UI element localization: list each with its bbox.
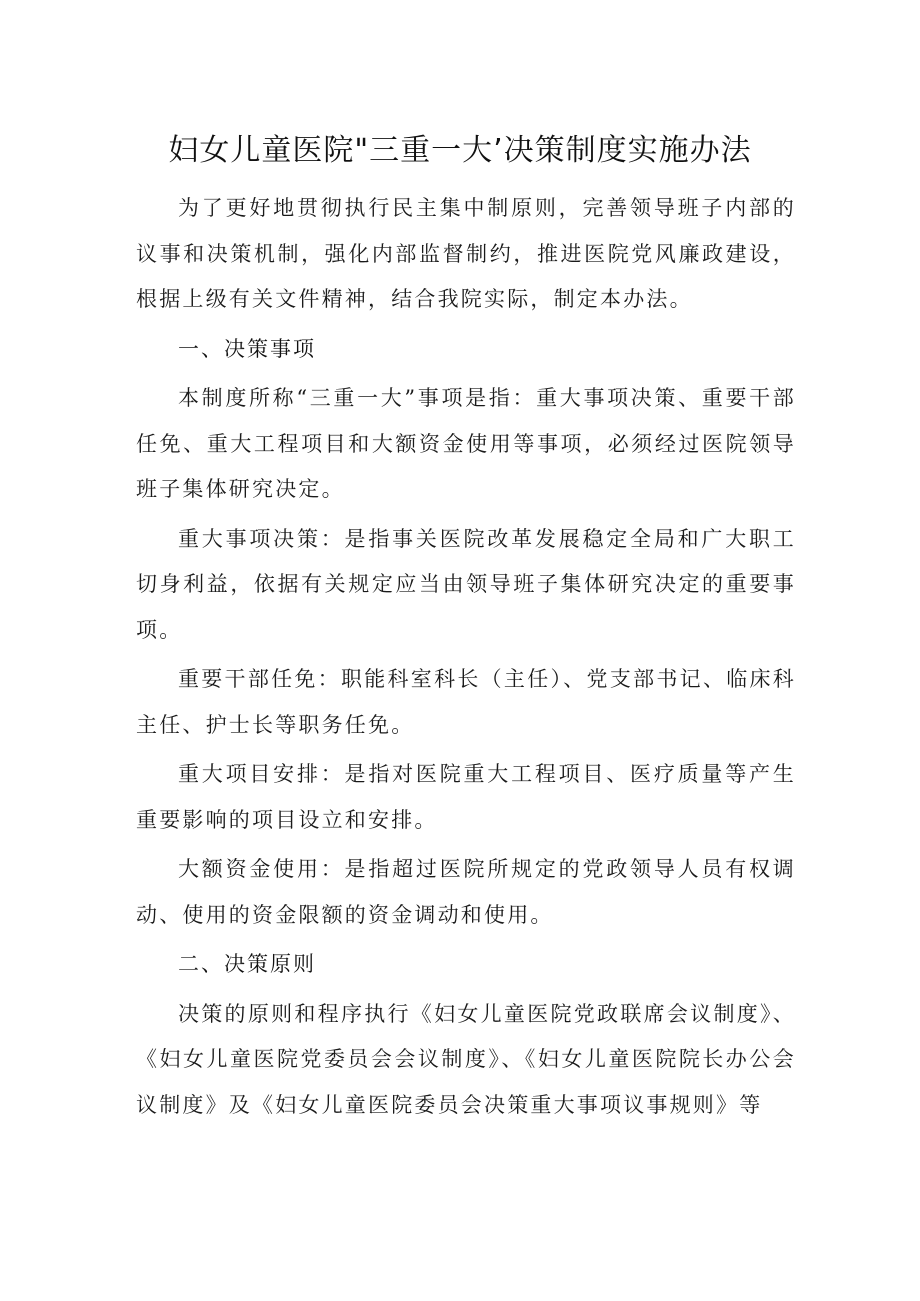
document-body (136, 186, 796, 1128)
paragraph-large-funds: 大额资金使用：是指超过医院所规定的党政领导人员有权调动、使用的资金限额的资金调动和使用。 (136, 857, 796, 927)
paragraph-principles: 决策的原则和程序执行《妇女儿童医院党政联席会议制度》、《妇女儿童医院党委员会会议制度》、《妇女儿童医院院长办公会议制度》及《妇女儿童医院委员会决策重大事项议事规则》等 (136, 1001, 796, 1117)
paragraph-cadre-appointments: 重要干部任免：职能科室科长（主任）、党支部书记、临床科主任、护士长等职务任免。 (136, 667, 796, 737)
paragraph-major-decisions: 重大事项决策：是指事关医院改革发展稳定全局和广大职工切身利益，依据有关规定应当由领导班子集体研究决定的重要事项。 (136, 526, 796, 642)
section-heading-decision-principles: 二、决策原则 (178, 952, 316, 976)
paragraph-intro: 为了更好地贯彻执行民主集中制原则，完善领导班子内部的议事和决策机制，强化内部监督制约，推进医院党风廉政建设，根据上级有关文件精神，结合我院实际，制定本办法。 (136, 196, 796, 311)
paragraph-definition: 本制度所称“三重一大”事项是指：重大事项决策、重要干部任免、重大工程项目和大额资金使用等事项，必须经过医院领导班子集体研究决定。 (136, 386, 796, 501)
section-heading-decision-matters: 一、决策事项 (178, 336, 316, 361)
paragraph-major-projects: 重大项目安排：是指对医院重大工程项目、医疗质量等产生重要影响的项目设立和安排。 (136, 762, 796, 832)
document-title: 妇女儿童医院"三重一大’决策制度实施办法 (168, 133, 752, 168)
